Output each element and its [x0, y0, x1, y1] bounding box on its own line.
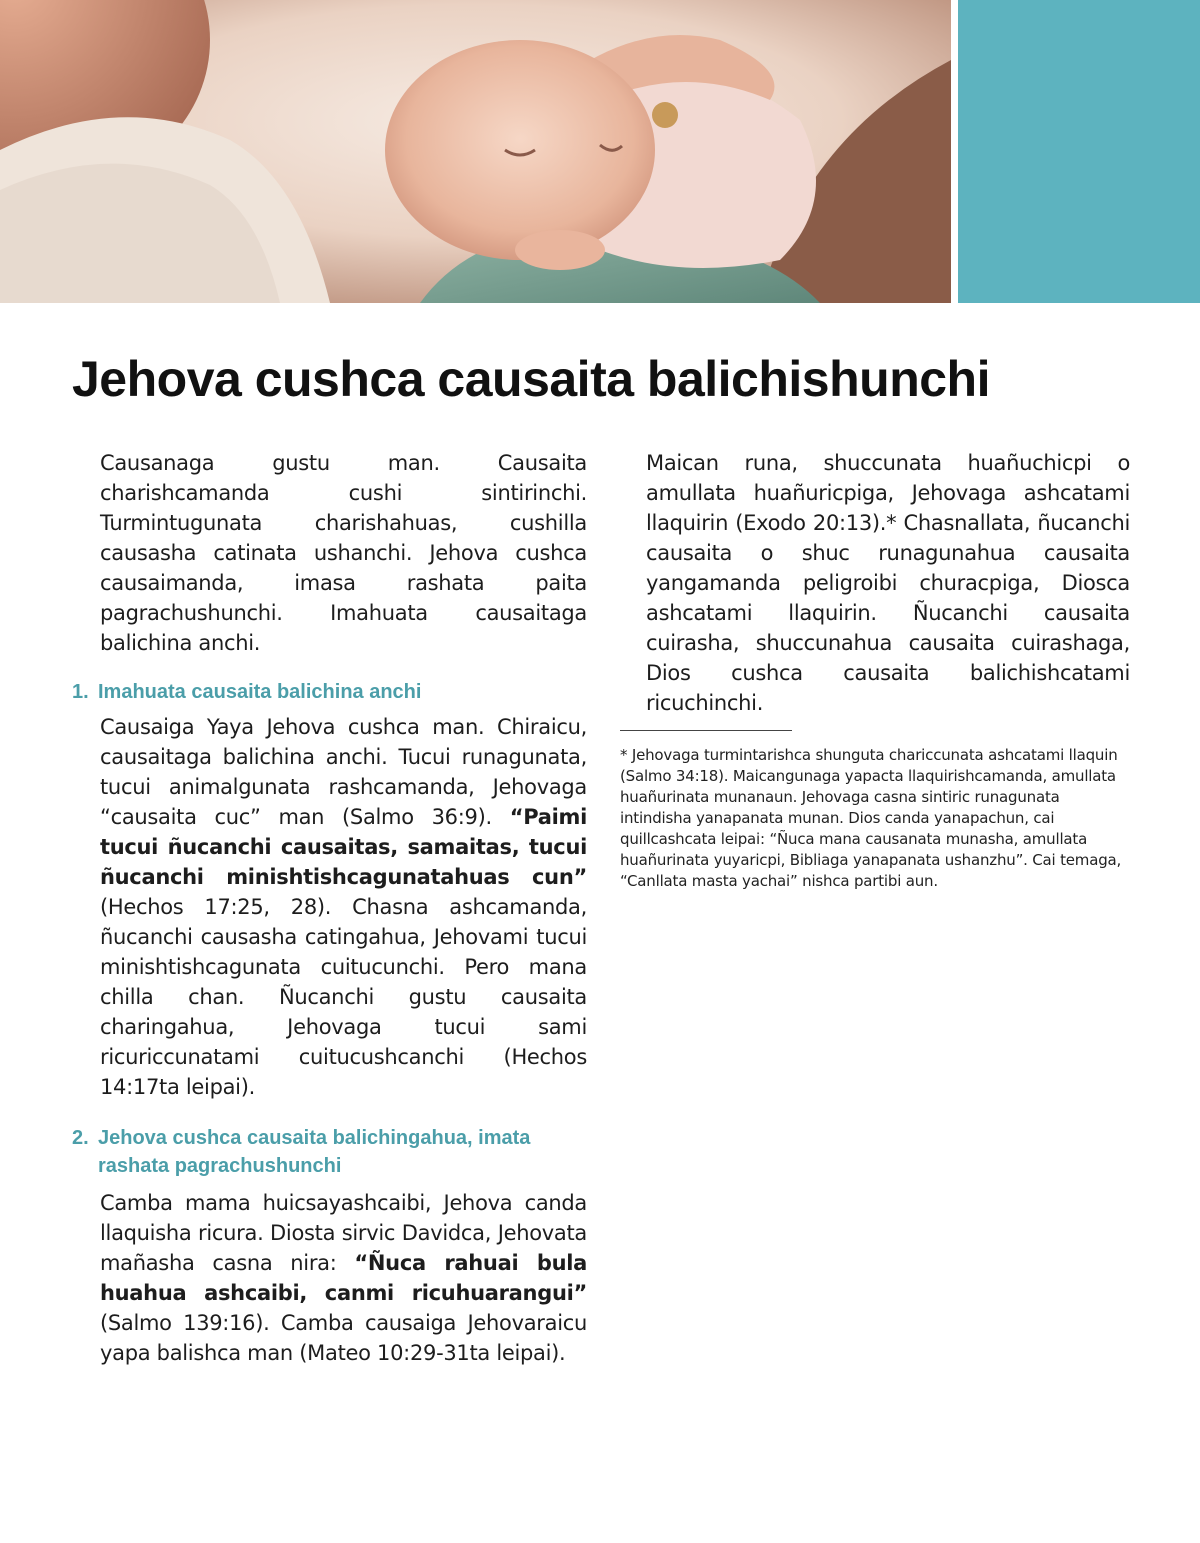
section-2-paragraph — [72, 1188, 587, 1368]
page-title: Jehova cushca causaita balichishunchi — [72, 351, 990, 407]
left-column — [72, 448, 587, 1368]
section-1-heading — [72, 678, 587, 706]
section-1-text-b: (Hechos 17:25, 28). Chasna ashcamanda, ñucanchi causasha catingahua, Jehovami tucui minishtishcagunata cuitucunchi. Pero mana chilla chan. Ñucanchi gustu causaita charingahua, Jehovaga tucui sami ricuriccunatami cuitucushcanchi (Hechos 14:17ta leipai). — [100, 895, 587, 1099]
section-2-heading-text: Jehova cushca causaita balichingahua, imata rashata pagrachushunchi — [98, 1127, 531, 1177]
right-column-paragraph: Maican runa, shuccunata huañuchicpi o amullata huañuricpiga, Jehovaga ashcatami llaquirin (Exodo 20:13).* Chasnallata, ñucanchi causaita o shuc runagunahua causaita yangamanda peligroibi churacpiga, Diosca ashcatami llaquirin. Ñucanchi causaita cuirasha, shuccunahua causaita cuirashaga, Dios cushca causaita balichishcatami ricuchinchi. — [646, 451, 1130, 715]
section-2-quote: “Ñuca rahuai bula huahua ashcaibi, canmi ricuhuarangui” — [100, 1251, 587, 1305]
footnote-divider — [620, 730, 792, 731]
section-2-text-b: (Salmo 139:16). Camba causaiga Jehovaraicu yapa balishca man (Mateo 10:29-31ta leipai). — [100, 1311, 587, 1365]
section-1-heading-text: Imahuata causaita balichina anchi — [98, 681, 422, 703]
right-column — [620, 448, 1130, 892]
section-1-text-a: Causaiga Yaya Jehova cushca man. Chiraicu, causaitaga balichina anchi. Tucui runagunata, tucui animalgunata rashcamanda, Jehovaga “causaita cuc” man (Salmo 36:9). — [100, 715, 587, 829]
section-2-number: 2. — [72, 1127, 89, 1149]
section-1-paragraph — [72, 712, 587, 1102]
section-1-number: 1. — [72, 681, 89, 703]
section-1-quote: “Paimi tucui ñucanchi causaitas, samaitas, tucui ñucanchi minishtishcagunatahuas cun” — [100, 805, 587, 889]
lesson-number-underline — [958, 0, 1200, 303]
sleeping-baby-illustration — [0, 0, 951, 303]
hero-photo — [0, 0, 951, 303]
intro-paragraph: Causanaga gustu man. Causaita charishcamanda cushi sintirinchi. Turmintugunata charishahuas, cushilla causasha catinata ushanchi. Jehova cushca causaimanda, imasa rashata paita pagrachushunchi. Imahuata causaitaga balichina anchi. — [100, 451, 587, 655]
footnote: * Jehovaga turmintarishca shunguta chariccunata ashcatami llaquin (Salmo 34:18). Maicangunaga yapacta llaquirishcamanda, amullata huañurinata munanaun. Jehovaga casna sintiric runagunata intindisha yanapanata munan. Dios canda yanapachun, cai quillcashcata leipai: “Ñuca mana causanata munasha, amullata huañurinata yuyaricpi, Bibliaga yanapanata ushanzhu”. Cai temaga, “Canllata masta yachai” nishca partibi aun. — [620, 746, 1122, 890]
section-2-heading — [72, 1124, 587, 1180]
section-2-text-a: Camba mama huicsayashcaibi, Jehova canda llaquisha ricura. Diosta sirvic Davidca, Jehovata mañasha casna nira: — [100, 1191, 587, 1275]
